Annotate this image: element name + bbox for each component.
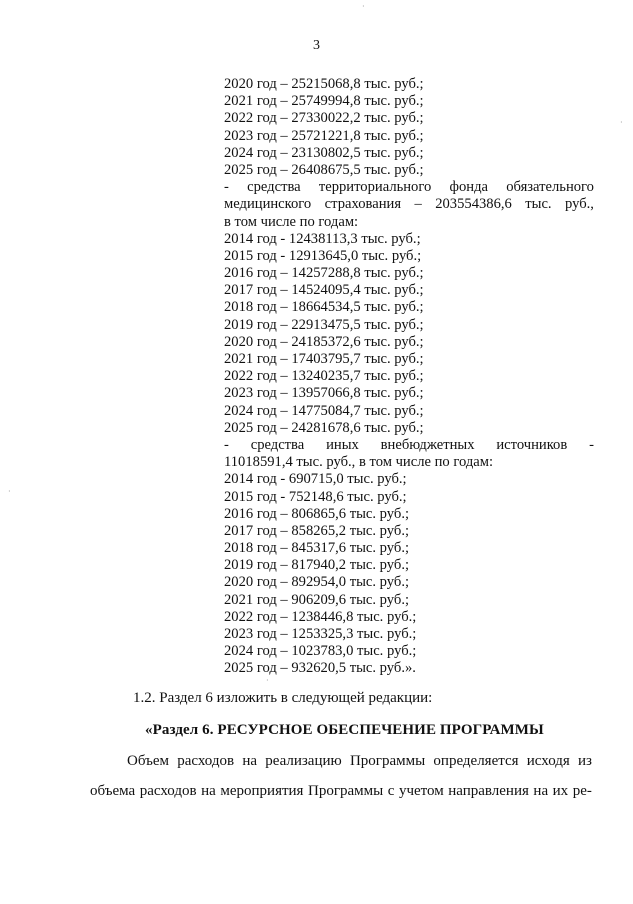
year-amount-line: 2021 год – 906209,6 тыс. руб.; <box>224 591 410 608</box>
word: расходов <box>177 753 235 769</box>
year-amount-line: 2015 год - 752148,6 тыс. руб.; <box>224 488 407 505</box>
word: реализацию <box>265 753 342 769</box>
year-amount-line: 2024 год – 1023783,0 тыс. руб.; <box>224 643 417 660</box>
word: - <box>224 436 229 453</box>
scan-mark: · <box>266 676 269 685</box>
word: мероприятия <box>220 783 304 799</box>
year-amount-line: 2024 год – 23130802,5 тыс. руб.; <box>224 144 424 161</box>
year-amount-line: 2015 год - 12913645,0 тыс. руб.; <box>224 247 422 264</box>
year-amount-line: 2017 год – 858265,2 тыс. руб.; <box>224 522 410 539</box>
tfoms-paragraph <box>224 179 594 231</box>
year-amount-line: 2014 год - 690715,0 тыс. руб.; <box>224 471 407 488</box>
year-amount-line: 2025 год – 26408675,5 тыс. руб.; <box>224 161 424 178</box>
section-heading: «Раздел 6. РЕСУРСНОЕ ОБЕСПЕЧЕНИЕ ПРОГРАММЫ <box>145 722 544 738</box>
amendment-paragraph: 1.2. Раздел 6 изложить в следующей редакции: <box>133 690 433 706</box>
other-sources-line-2: 11018591,4 тыс. руб., в том числе по годам: <box>224 454 494 471</box>
page-number: 3 <box>313 38 320 53</box>
word: на <box>201 783 216 799</box>
year-amount-line: 2016 год – 806865,6 тыс. руб.; <box>224 505 410 522</box>
body-text-line-1 <box>127 753 592 770</box>
year-amount-line: 2021 год – 25749994,8 тыс. руб.; <box>224 93 424 110</box>
scan-mark: · <box>362 2 365 11</box>
word: расходов <box>139 783 197 799</box>
word: иных <box>326 436 359 453</box>
word: внебюджетных <box>380 436 475 453</box>
year-amount-line: 2019 год – 817940,2 тыс. руб.; <box>224 557 410 574</box>
year-amount-line: 2022 год – 13240235,7 тыс. руб.; <box>224 368 424 385</box>
word: направления <box>448 783 529 799</box>
body-text-line-2 <box>90 783 592 800</box>
word: руб., <box>565 196 594 213</box>
year-amount-line: 2025 год – 24281678,6 тыс. руб.; <box>224 419 424 436</box>
year-amount-line: 2020 год – 24185372,6 тыс. руб.; <box>224 333 424 350</box>
word: – <box>414 196 422 213</box>
word: источников <box>496 436 568 453</box>
year-amount-line: 2023 год – 13957066,8 тыс. руб.; <box>224 385 424 402</box>
year-amount-line: 2020 год – 892954,0 тыс. руб.; <box>224 574 410 591</box>
tfoms-line-1 <box>224 179 594 196</box>
tfoms-line-2 <box>224 196 594 213</box>
word: - <box>589 436 594 453</box>
scan-mark: · <box>620 118 623 127</box>
budget-years-list <box>224 76 594 179</box>
word: Программы <box>307 783 384 799</box>
word: тыс. <box>525 196 552 213</box>
year-amount-line: 2018 год – 845317,6 тыс. руб.; <box>224 540 410 557</box>
year-amount-line: 2021 год – 17403795,7 тыс. руб.; <box>224 351 424 367</box>
word: определяется <box>433 753 519 769</box>
word: страхования <box>324 196 402 213</box>
year-amount-line: 2025 год – 932620,5 тыс. руб.». <box>224 660 416 677</box>
year-amount-line: 2018 год – 18664534,5 тыс. руб.; <box>224 299 424 316</box>
word: на <box>242 753 257 769</box>
word: учетом <box>398 783 444 799</box>
year-amount-line: 2014 год - 12438113,3 тыс. руб.; <box>224 230 421 247</box>
tfoms-years-list <box>224 231 594 437</box>
year-amount-line: 2020 год – 25215068,8 тыс. руб.; <box>224 76 424 92</box>
year-amount-line: 2016 год – 14257288,8 тыс. руб.; <box>224 265 424 282</box>
word: территориального <box>318 179 432 196</box>
word: с <box>387 783 395 799</box>
year-amount-line: 2022 год – 1238446,8 тыс. руб.; <box>224 608 417 625</box>
word: средства <box>247 179 301 196</box>
word: - <box>224 179 229 196</box>
word: Программы <box>349 753 426 769</box>
word: на <box>533 783 549 799</box>
tfoms-line-3: в том числе по годам: <box>224 213 359 230</box>
word: из <box>578 753 592 769</box>
word: их <box>552 783 569 799</box>
year-amount-line: 2023 год – 25721221,8 тыс. руб.; <box>224 127 424 144</box>
scan-mark: · <box>8 487 11 496</box>
word: фонда <box>449 179 488 196</box>
word: средства <box>250 436 305 453</box>
word: обязательного <box>506 179 594 196</box>
word: медицинского <box>224 196 312 213</box>
year-amount-line: 2022 год – 27330022,2 тыс. руб.; <box>224 110 424 127</box>
funding-block <box>224 76 594 678</box>
other-sources-paragraph <box>224 437 594 471</box>
word: исходя <box>526 753 570 769</box>
word: Объем <box>127 753 169 769</box>
word: 203554386,6 <box>435 196 512 213</box>
year-amount-line: 2019 год – 22913475,5 тыс. руб.; <box>224 316 424 333</box>
word: объема <box>90 783 136 799</box>
year-amount-line: 2017 год – 14524095,4 тыс. руб.; <box>224 282 424 299</box>
year-amount-line: 2024 год – 14775084,7 тыс. руб.; <box>224 402 424 419</box>
year-amount-line: 2023 год – 1253325,3 тыс. руб.; <box>224 626 417 642</box>
word: ре- <box>572 783 592 799</box>
other-sources-line-1 <box>224 437 594 454</box>
other-sources-years-list <box>224 471 594 677</box>
